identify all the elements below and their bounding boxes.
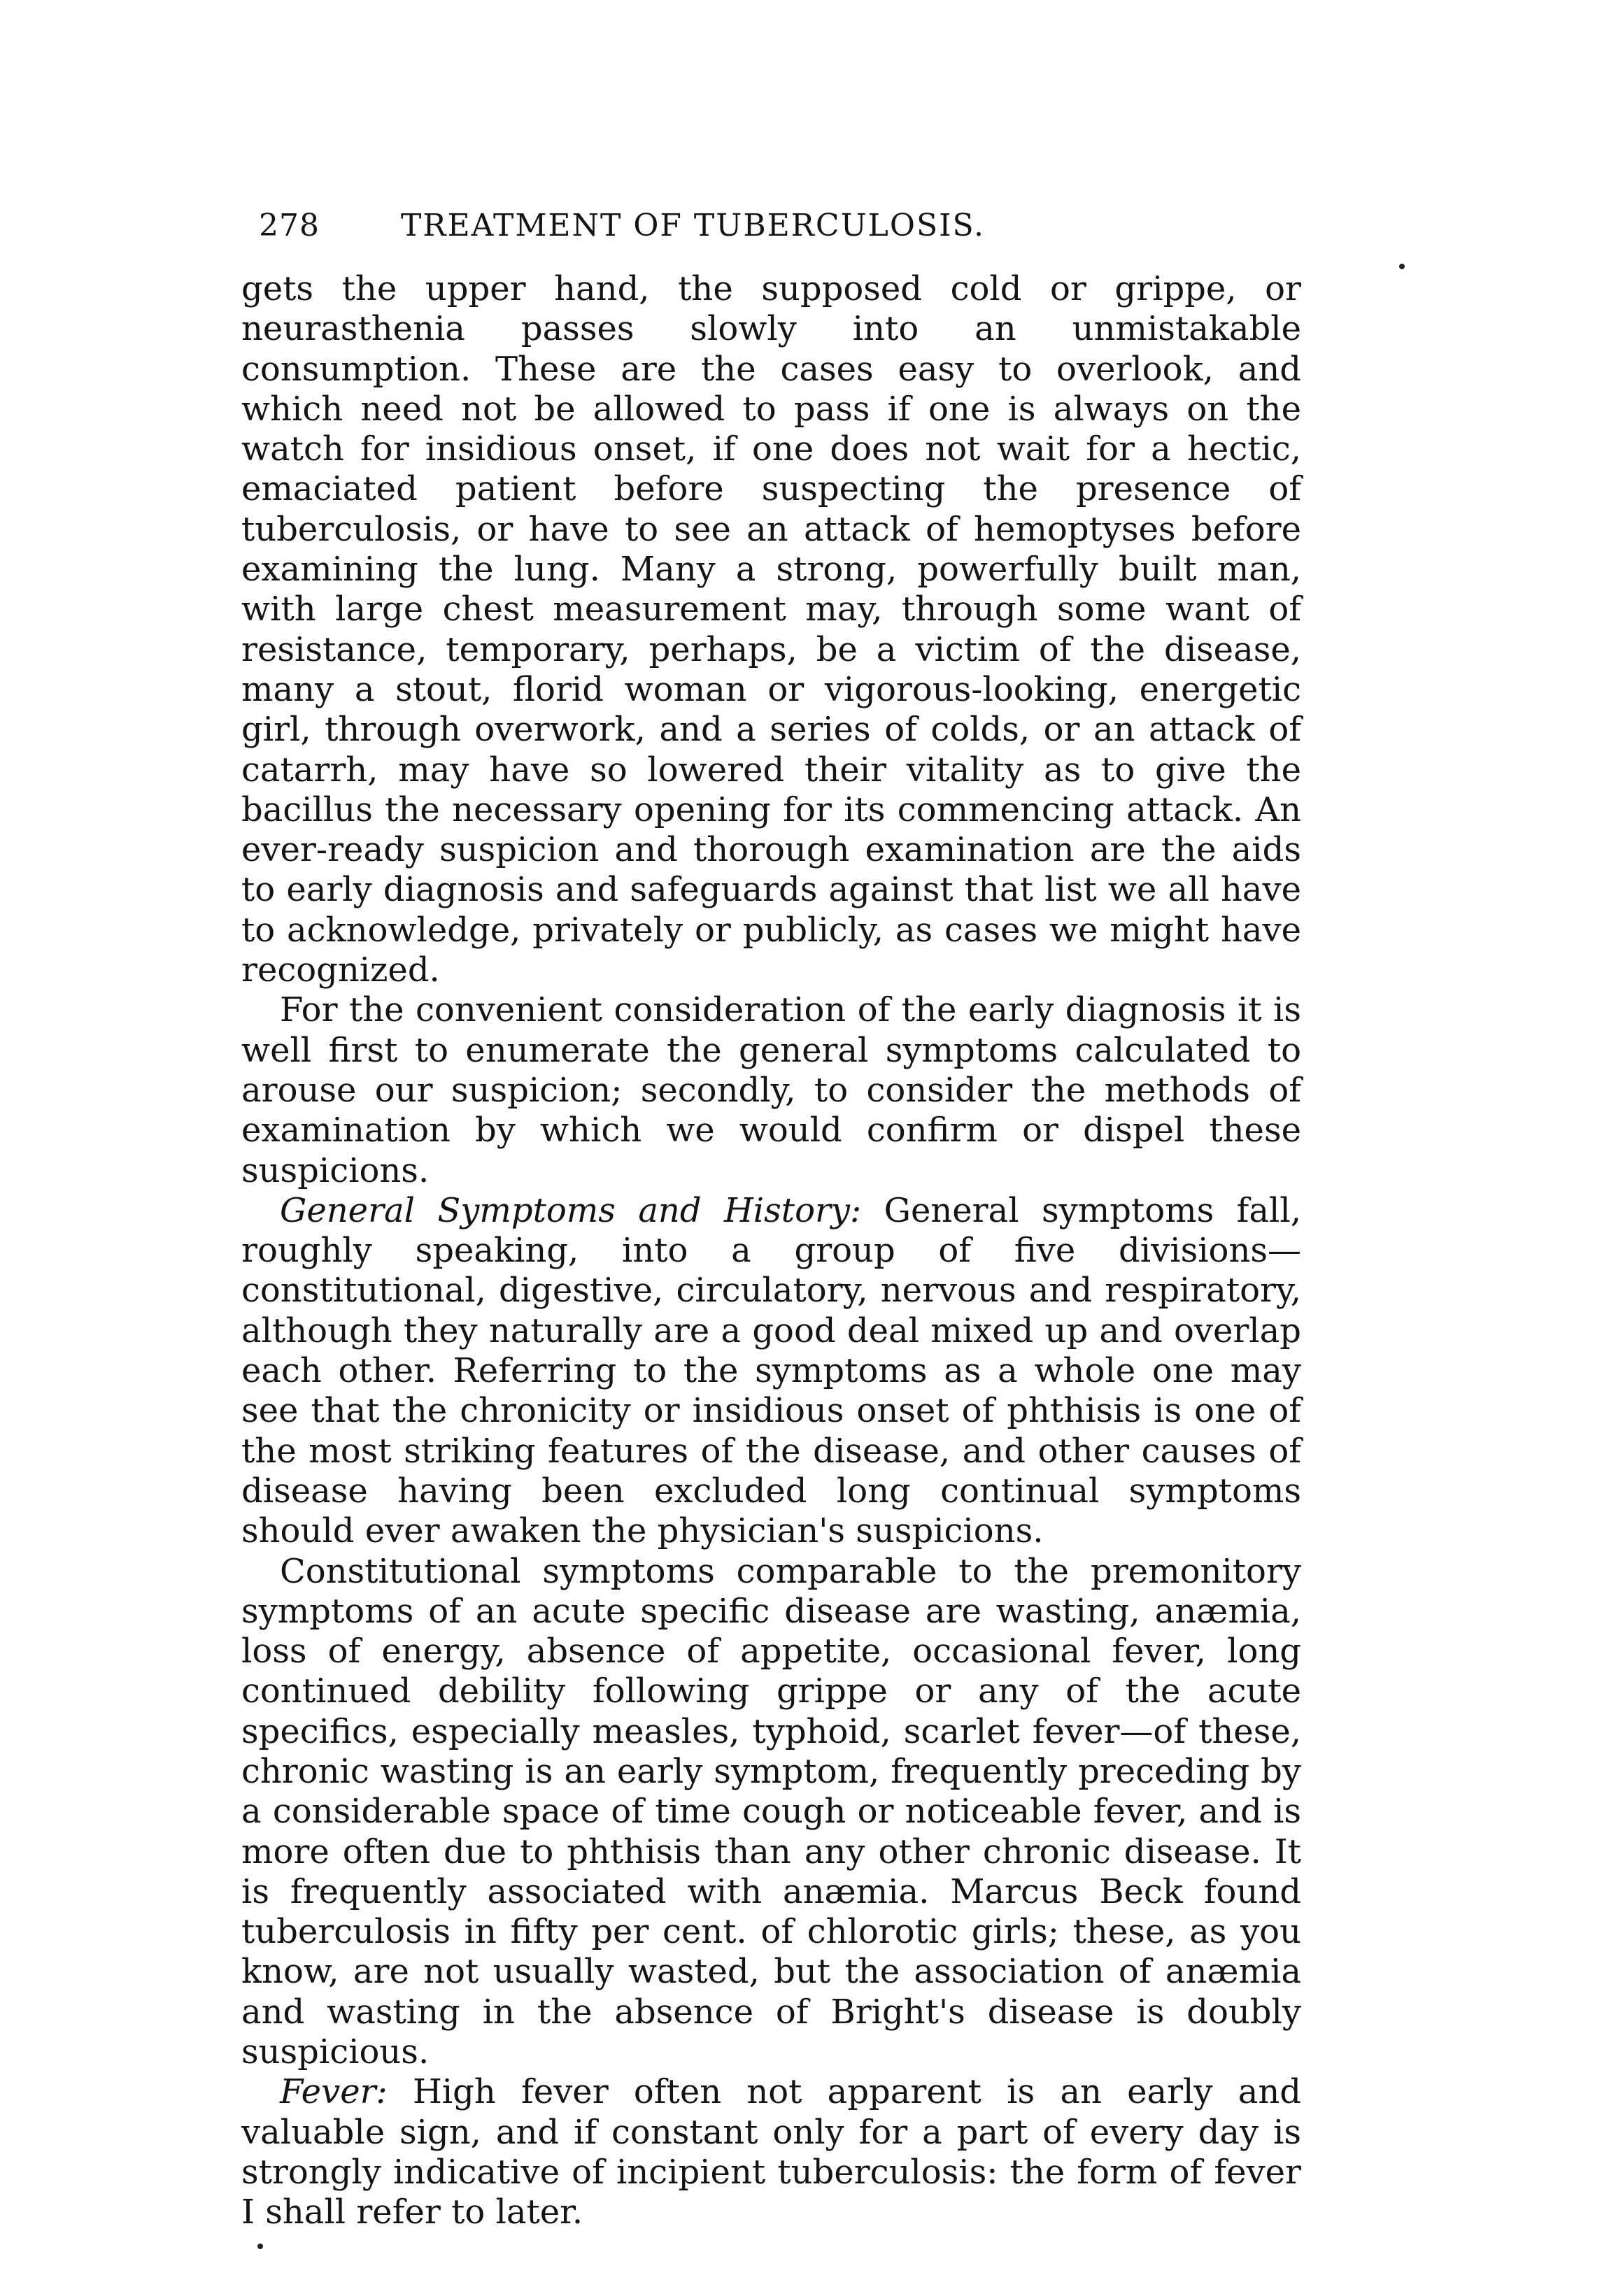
section-heading: Fever:: [280, 2072, 388, 2112]
paragraph-fever: [241, 2072, 1301, 2232]
paragraph-general-symptoms: [241, 1191, 1301, 1552]
page-header: [259, 201, 1308, 250]
paragraph-text: Constitutional symptoms comparable to the premonitory symptoms of an acute specific disease are wasting, anæmia, loss of energy, absence of appetite, occasional fever, long continued debility following grippe or any of the acute specifics, especially measles, typhoid, scarlet fever—of these, chronic wasting is an early symptom, frequently preceding by a considerable space of time cough or noticeable fever, and is more often due to phthisis than any other chronic disease. It is frequently associated with anæmia. Marcus Beck found tuberculosis in fifty per cent. of chlorotic girls; these, as you know, are not usually wasted, but the association of anæmia and wasting in the absence of Bright's disease is doubly suspicious.: [241, 1551, 1301, 2072]
running-head: TREATMENT OF TUBERCULOSIS.: [401, 208, 986, 243]
ink-speck: [257, 2244, 263, 2249]
paragraph-text: gets the upper hand, the supposed cold or grippe, or neurasthenia passes slowly into an unmistakable consumption. These are the cases easy to overlook, and which need not be allowed to pass if one is always on the watch for insidious onset, if one does not wait for a hectic, emaciated patient before suspecting the presence of tuberculosis, or have to see an attack of hemoptyses before examining the lung. Many a strong, powerfully built man, with large chest measurement may, through some want of resistance, temporary, perhaps, be a victim of the disease, many a stout, florid woman or vigorous-looking, energetic girl, through overwork, and a series of colds, or an attack of catarrh, may have so lowered their vitality as to give the bacillus the necessary opening for its commencing attack. An ever-ready suspicion and thorough examination are the aids to early diagnosis and safeguards against that list we all have to acknowledge, privately or publicly, as cases we might have recognized.: [241, 269, 1301, 990]
paragraph-continuation: [241, 269, 1301, 990]
page-number: 278: [259, 208, 320, 243]
paragraph-text: For the convenient consideration of the early diagnosis it is well first to enumerate the general symptoms calculated to arouse our suspicion; secondly, to consider the methods of examination by which we would confirm or dispel these suspicions.: [241, 990, 1301, 1190]
paragraph-constitutional-symptoms: [241, 1552, 1301, 2073]
paragraph-text: General symptoms fall, roughly speaking, into a group of five divisions—constitutional, digestive, circulatory, nervous and respiratory, although they naturally are a good deal mixed up and overlap each other. Referring to the symptoms as a whole one may see that the chronicity or insidious onset of phthisis is one of the most striking features of the disease, and other causes of disease having been excluded long continual symptoms should ever awaken the physician's suspicions.: [241, 1190, 1301, 1551]
ink-speck: [1399, 264, 1405, 269]
body-text: [241, 269, 1301, 2233]
paragraph-early-diagnosis: [241, 990, 1301, 1190]
paragraph-text: High fever often not apparent is an early and valuable sign, and if constant only for a part of every day is strongly indicative of incipient tuberculosis: the form of fever I shall refer to later.: [241, 2072, 1301, 2232]
section-heading: General Symptoms and History:: [280, 1190, 862, 1230]
